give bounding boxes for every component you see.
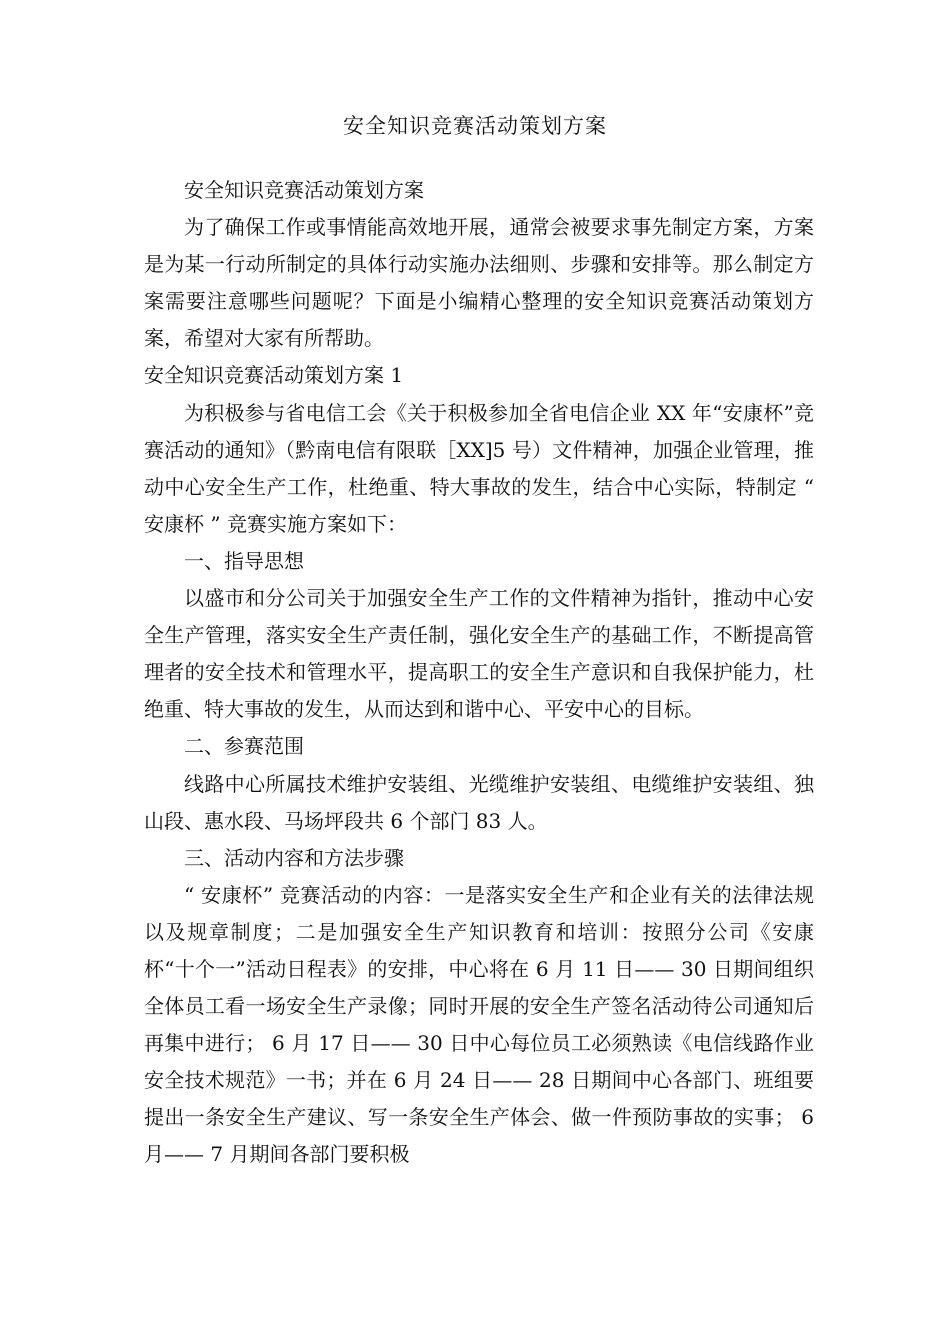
section-heading-guiding-thought: 一、指导思想	[184, 548, 304, 573]
paragraph-content-steps: “ 安康杯” 竞赛活动的内容：一是落实安全生产和企业有关的法律法规以及规章制度；二是加强安全生产知识教育和培训：按照分公司《安康杯“十个一”活动日程表》的安排，中心将在 6 月 11 日—— 30 日期间组织全体员工看一场安全生产录像；同时开展的安全生产签名活动待公司通知后再集中进行； 6 月 17 日—— 30 日中心每位员工必须熟读《电信线路作业安全技术规范》一书；并在 6 月 24 日—— 28 日期间中心各部门、班组要提出一条安全生产建议、写一条安全生产体会、做一件预防事故的实事； 6 月—— 7 月期间各部门要积极	[144, 882, 814, 1167]
section-heading-content-steps: 三、活动内容和方法步骤	[184, 845, 404, 870]
paragraph-scope: 线路中心所属技术维护安装组、光缆维护安装组、电缆维护安装组、独山段、惠水段、马场坪段共 6 个部门 83 人。	[144, 771, 814, 833]
paragraph-guiding-thought: 以盛市和分公司关于加强安全生产工作的文件精神为指针，推动中心安全生产管理，落实安全生产责任制，强化安全生产的基础工作，不断提高管理者的安全技术和管理水平，提高职工的安全生产意识和自我保护能力，杜绝重、特大事故的发生，从而达到和谐中心、平安中心的目标。	[144, 586, 814, 722]
document-body	[144, 172, 814, 1174]
paragraph-heading: 安全知识竞赛活动策划方案	[184, 178, 424, 202]
document-title: 安全知识竞赛活动策划方案	[343, 114, 607, 138]
paragraph-intro: 为了确保工作或事情能高效地开展，通常会被要求事先制定方案，方案是为某一行动所制定的具体行动实施办法细则、步骤和安排等。那么制定方案需要注意哪些问题呢？下面是小编精心整理的安全知识竞赛活动策划方案，希望对大家有所帮助。	[144, 215, 814, 351]
section-heading-scope: 二、参赛范围	[184, 734, 304, 759]
paragraph-purpose: 为积极参与省电信工会《关于积极参加全省电信企业 XX 年“安康杯”竞赛活动的通知》（黔南电信有限联［XX]5 号）文件精神，加强企业管理，推动中心安全生产工作，杜绝重、特大事故的发生，结合中心实际，特制定 “ 安康杯 ” 竞赛实施方案如下：	[144, 400, 814, 536]
section-heading-plan-1: 安全知识竞赛活动策划方案 1	[144, 363, 404, 388]
